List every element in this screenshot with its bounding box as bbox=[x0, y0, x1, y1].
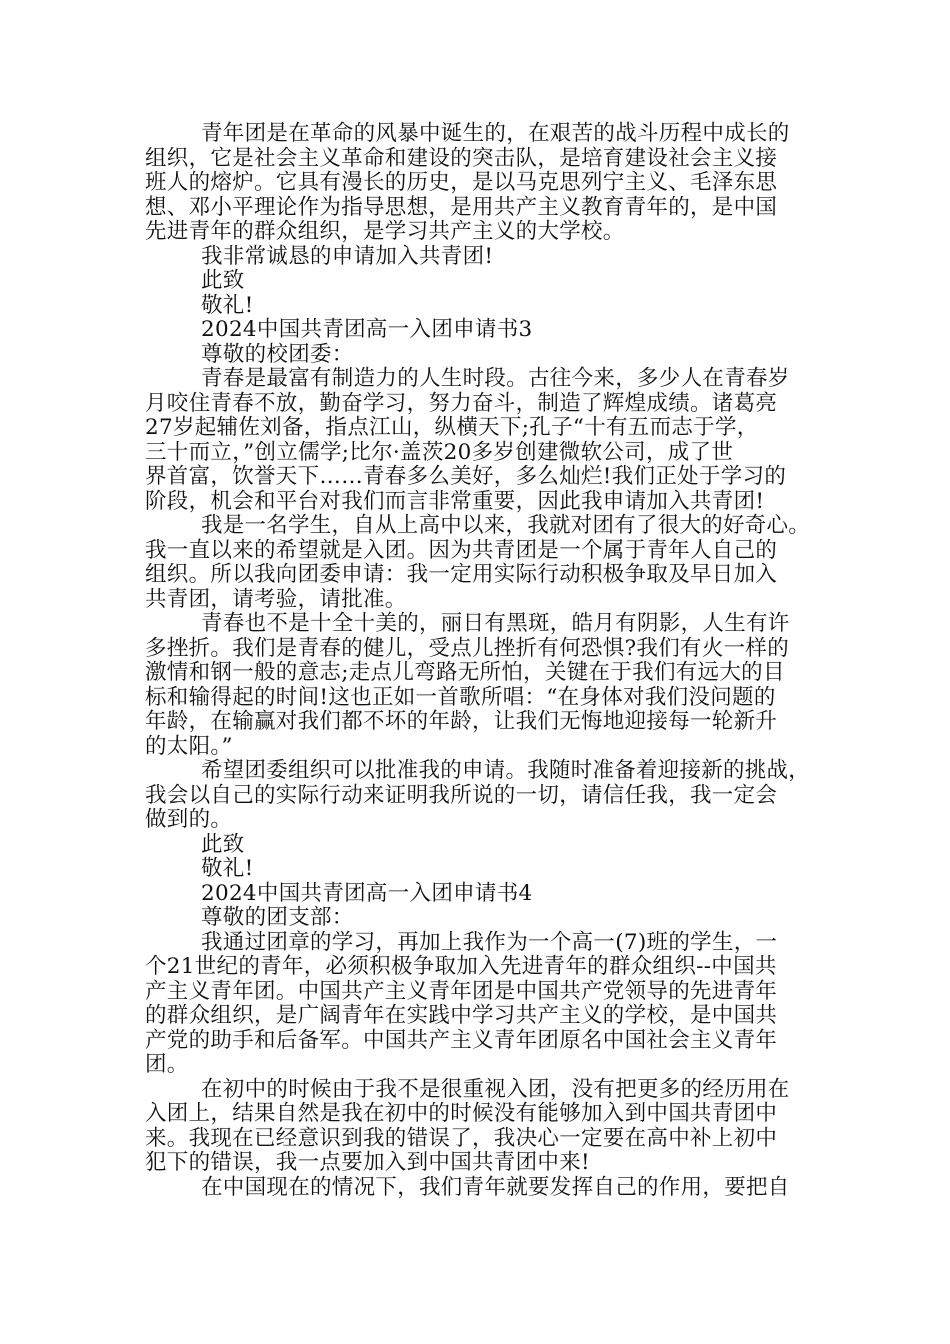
text-line: 月咬住青春不放，勤奋学习，努力奋斗，制造了辉煌成绩。诸葛亮 bbox=[145, 390, 778, 416]
text-line: 的太阳。” bbox=[145, 733, 233, 759]
text-line: 多挫折。我们是青春的健儿，受点儿挫折有何恐惧?我们有火一样的 bbox=[145, 635, 790, 661]
text-line: 在初中的时候由于我不是很重视入团，没有把更多的经历用在 bbox=[201, 1076, 790, 1102]
text-line: 尊敬的校团委： bbox=[201, 341, 354, 367]
text-line: 我通过团章的学习，再加上我作为一个高一(7)班的学生，一 bbox=[201, 929, 778, 955]
text-line: 我是一名学生，自从上高中以来，我就对团有了很大的好奇心。 bbox=[201, 513, 810, 538]
text-line: 敬礼! bbox=[201, 292, 254, 318]
text-line: 希望团委组织可以批准我的申请。我随时准备着迎接新的挑战， bbox=[201, 758, 810, 783]
text-line: 2024中国共青团高一入团申请书4 bbox=[201, 880, 533, 906]
text-line: 犯下的错误，我一点要加入到中国共青团中来! bbox=[145, 1150, 590, 1175]
document-body bbox=[145, 122, 810, 1200]
text-line: 27岁起辅佐刘备，指点江山，纵横天下;孔子“十有五而志于学， bbox=[145, 415, 759, 440]
text-line: 我非常诚恳的申请加入共青团! bbox=[201, 243, 494, 269]
text-line: 做到的。 bbox=[145, 807, 233, 832]
text-line: 我一直以来的希望就是入团。因为共青团是一个属于青年人自己的 bbox=[145, 537, 778, 563]
text-line: 此致 bbox=[201, 268, 245, 293]
text-line: 入团上，结果自然是我在初中的时候没有能够加入到中国共青团中 bbox=[145, 1101, 778, 1126]
text-line: 组织。所以我向团委申请：我一定用实际行动积极争取及早日加入 bbox=[145, 562, 778, 587]
text-line: 来。我现在已经意识到我的错误了，我决心一定要在高中补上初中 bbox=[145, 1125, 778, 1151]
text-line: 尊敬的团支部： bbox=[201, 905, 354, 930]
text-line: 此致 bbox=[201, 831, 245, 857]
text-line: 我会以自己的实际行动来证明我所说的一切，请信任我，我一定会 bbox=[145, 782, 778, 808]
text-line: 团。 bbox=[145, 1052, 189, 1077]
text-line: 先进青年的群众组织，是学习共产主义的大学校。 bbox=[145, 219, 625, 244]
text-line: 标和输得起的时间!这也正如一首歌所唱：“在身体对我们没问题的 bbox=[145, 684, 776, 710]
text-line: 青年团是在革命的风暴中诞生的，在艰苦的战斗历程中成长的 bbox=[201, 121, 790, 146]
text-line: 2024中国共青团高一入团申请书3 bbox=[201, 317, 533, 342]
text-line: 阶段，机会和平台对我们而言非常重要，因此我申请加入共青团! bbox=[145, 488, 765, 514]
text-line: 产党的助手和后备军。中国共产主义青年团原名中国社会主义青年 bbox=[145, 1027, 778, 1053]
text-line: 界首富，饮誉天下……青春多么美好，多么灿烂!我们正处于学习的 bbox=[145, 464, 787, 489]
text-line: 年龄，在输赢对我们都不坏的年龄，让我们无悔地迎接每一轮新升 bbox=[145, 709, 778, 734]
text-line: 想、邓小平理论作为指导思想，是用共产主义教育青年的，是中国 bbox=[145, 194, 778, 220]
text-line: 共青团，请考验，请批准。 bbox=[145, 586, 407, 612]
text-line: 激情和钢一般的意志;走点儿弯路无所怕，关键在于我们有远大的目 bbox=[145, 660, 785, 685]
text-line: 组织，它是社会主义革命和建设的突击队，是培育建设社会主义接 bbox=[145, 145, 778, 171]
text-line: 三十而立，”创立儒学;比尔·盖茨20多岁创建微软公司，成了世 bbox=[145, 439, 734, 465]
text-line: 在中国现在的情况下，我们青年就要发挥自己的作用，要把自 bbox=[201, 1174, 790, 1200]
text-line: 青春是最富有制造力的人生时段。古往今来，多少人在青春岁 bbox=[201, 366, 790, 391]
text-line: 青春也不是十全十美的，丽日有黑斑，皓月有阴影，人生有许 bbox=[201, 611, 790, 636]
text-line: 的群众组织，是广阔青年在实践中学习共产主义的学校，是中国共 bbox=[145, 1003, 778, 1028]
text-line: 班人的熔炉。它具有漫长的历史，是以马克思列宁主义、毛泽东思 bbox=[145, 170, 778, 195]
text-line: 敬礼! bbox=[201, 856, 254, 881]
text-line: 个21世纪的青年，必须积极争取加入先进青年的群众组织--中国共 bbox=[145, 954, 777, 979]
text-line: 产主义青年团。中国共产主义青年团是中国共产党领导的先进青年 bbox=[145, 978, 778, 1004]
